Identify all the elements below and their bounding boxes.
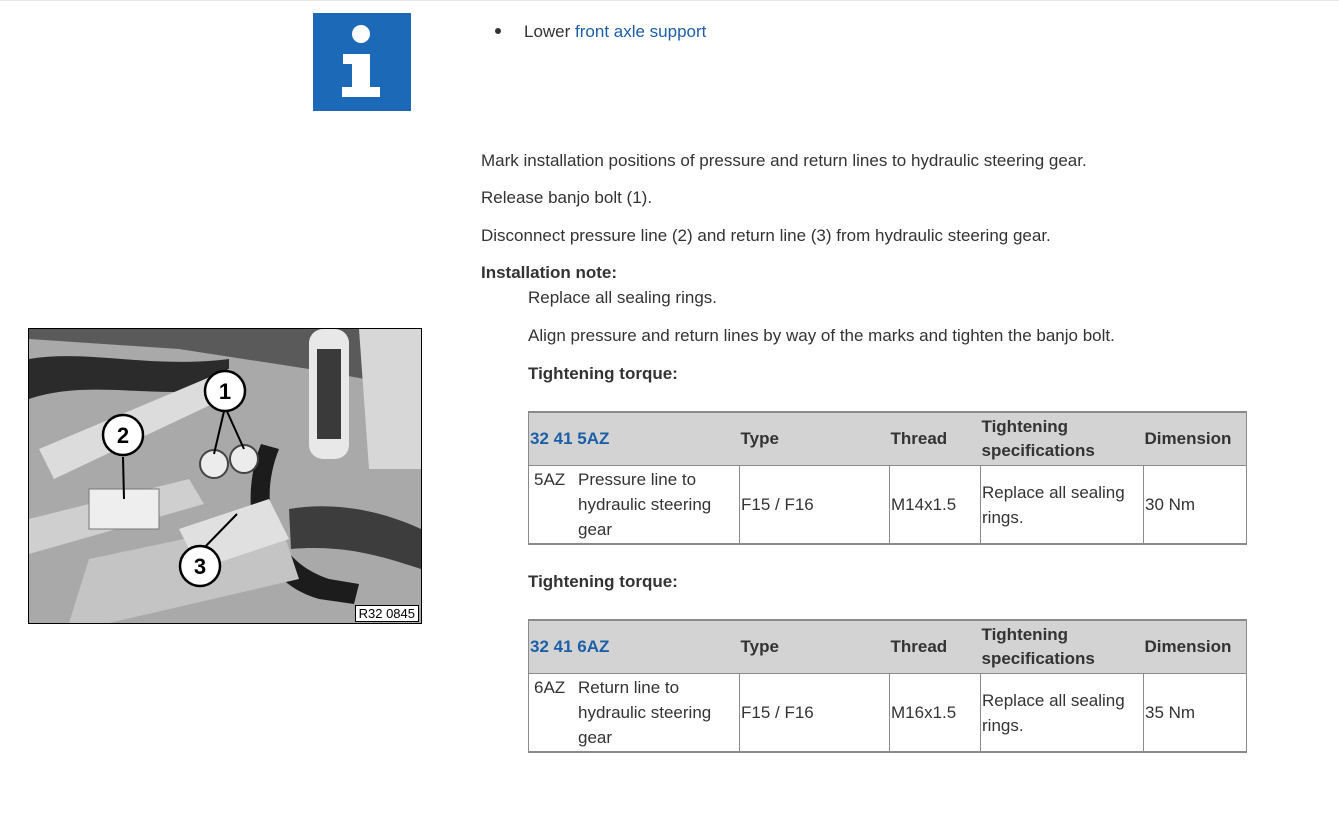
cell-spec: Replace all sealing rings. [981, 466, 1144, 545]
header-type: Type [740, 620, 890, 674]
installation-note-line: Replace all sealing rings. [528, 288, 717, 307]
step-mark-positions: Mark installation positions of pressure and return lines to hydraulic steering gear. [481, 151, 1087, 170]
step-disconnect-lines: Disconnect pressure line (2) and return line (3) from hydraulic steering gear. [481, 226, 1051, 245]
top-divider [0, 0, 1339, 1]
table-row [529, 674, 1247, 753]
header-type: Type [740, 412, 890, 466]
cell-dimension: 30 Nm [1144, 466, 1247, 545]
front-axle-support-link[interactable]: front axle support [575, 22, 707, 41]
header-tightening-spec: Tightening specifications [981, 620, 1144, 674]
part-number-link[interactable]: 32 41 6AZ [530, 637, 610, 656]
header-thread: Thread [890, 412, 981, 466]
part-number-link[interactable]: 32 41 5AZ [530, 429, 610, 448]
cell-spec: Replace all sealing rings. [981, 674, 1144, 753]
installation-note-heading: Installation note: [481, 263, 617, 282]
figure-code: R32 0845 [355, 605, 419, 622]
tightening-torque-heading: Tightening torque: [528, 364, 678, 383]
header-thread: Thread [890, 620, 981, 674]
cell-thread: M16x1.5 [890, 674, 981, 753]
info-icon [313, 13, 411, 111]
part-code: 6AZ [534, 678, 566, 697]
torque-table-5az [528, 411, 1247, 545]
table-header-row [529, 620, 1247, 674]
table-header-row [529, 412, 1247, 466]
cell-dimension: 35 Nm [1144, 674, 1247, 753]
figure-drawing [29, 329, 421, 623]
part-description: Pressure line to hydraulic steering gear [578, 470, 712, 539]
callout-2: 2 [116, 423, 130, 448]
cell-type: F15 / F16 [740, 674, 890, 753]
part-code: 5AZ [534, 470, 566, 489]
callout-1: 1 [218, 379, 232, 404]
table-row [529, 466, 1247, 545]
callout-3: 3 [193, 554, 207, 579]
steering-gear-figure [28, 328, 422, 624]
header-dimension: Dimension [1144, 412, 1247, 466]
bullet-text: Lower [524, 22, 576, 41]
tightening-torque-heading: Tightening torque: [528, 572, 678, 591]
cell-type: F15 / F16 [740, 466, 890, 545]
bullet-dot [495, 28, 501, 34]
bullet-item [495, 20, 706, 44]
cell-thread: M14x1.5 [890, 466, 981, 545]
header-tightening-spec: Tightening specifications [981, 412, 1144, 466]
header-dimension: Dimension [1144, 620, 1247, 674]
torque-table-6az [528, 619, 1247, 753]
part-description: Return line to hydraulic steering gear [578, 678, 712, 747]
installation-note-line: Align pressure and return lines by way of the marks and tighten the banjo bolt. [528, 326, 1115, 345]
step-release-banjo-bolt: Release banjo bolt (1). [481, 188, 653, 207]
